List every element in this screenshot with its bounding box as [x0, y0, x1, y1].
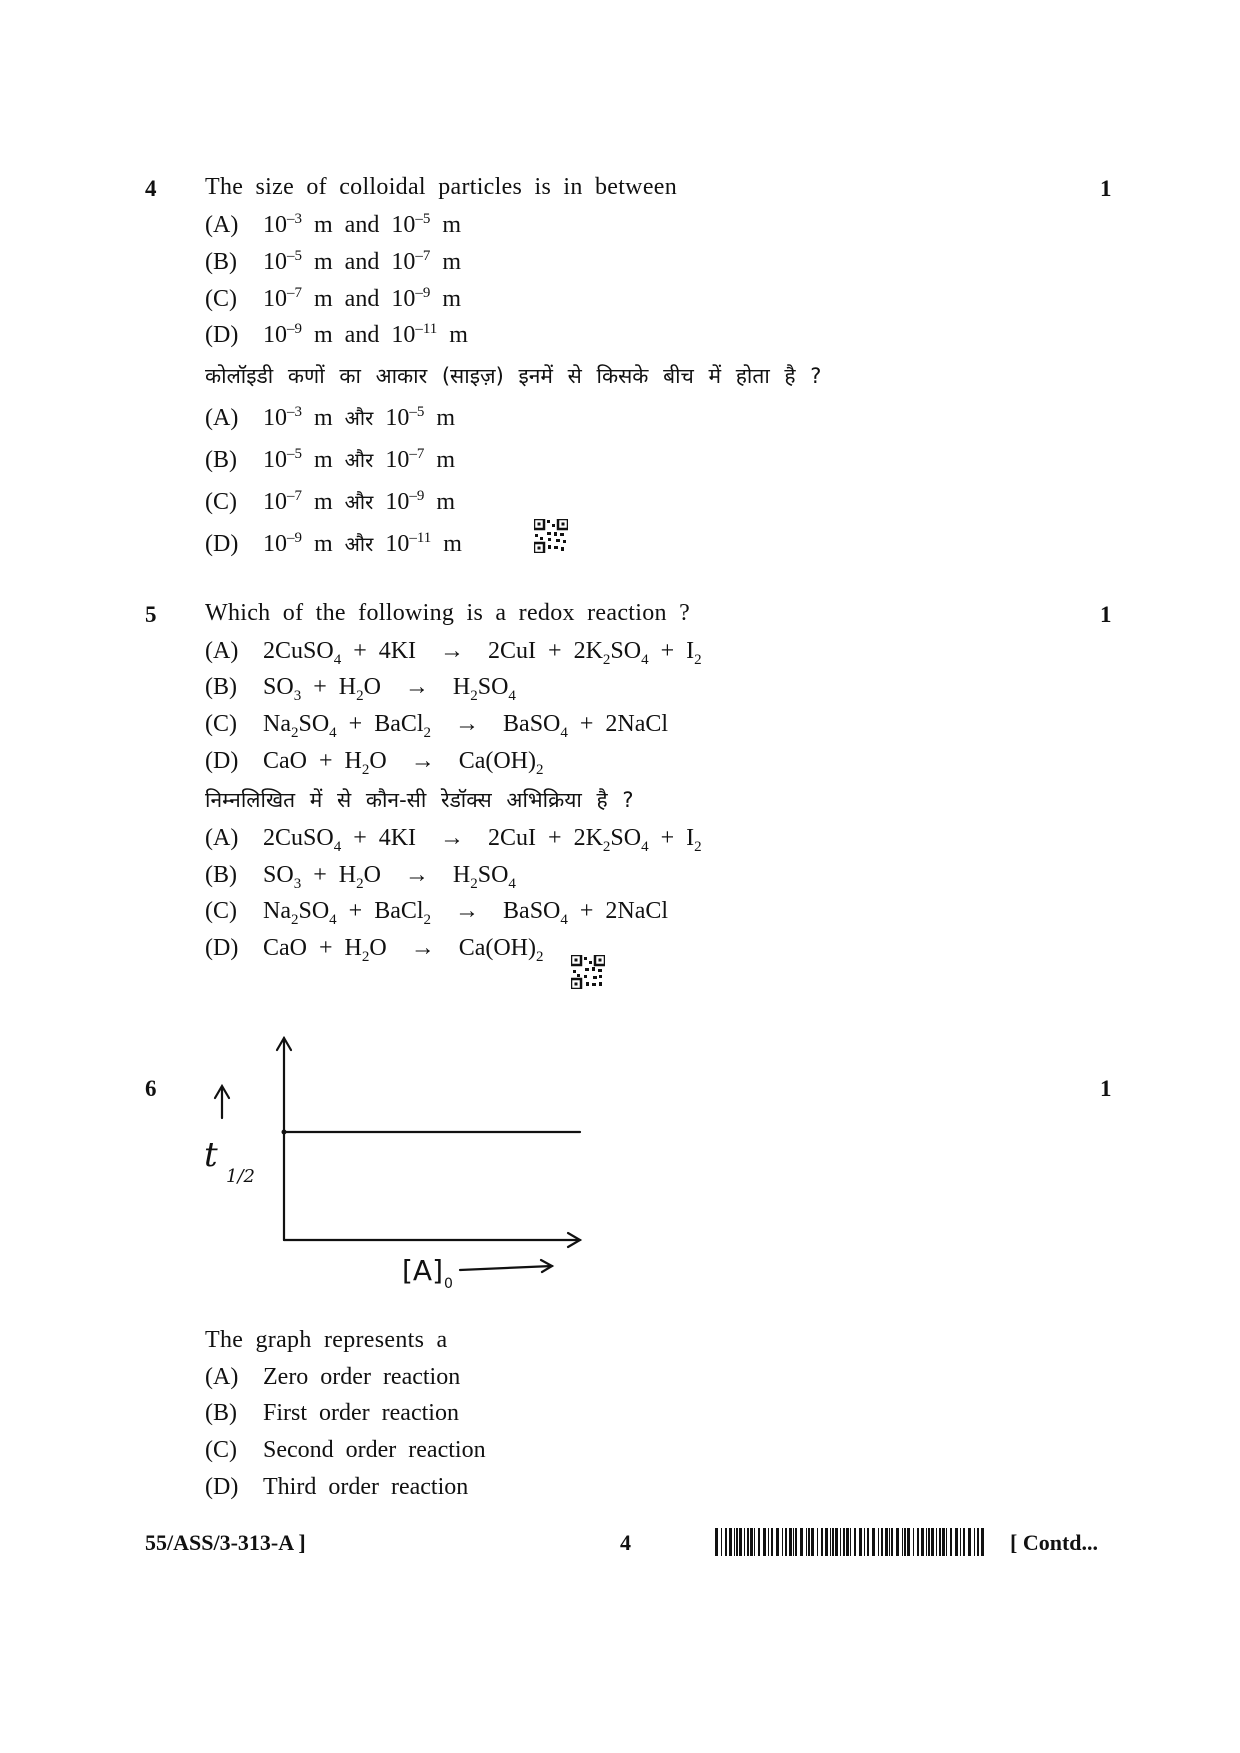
question-5-number: 5 — [145, 602, 157, 627]
q4-option-a: (A) $10^{-3}$ m and $10^{-5}$ m — [205, 211, 461, 238]
q4-option-c: (C) $10^{-7}$ m and $10^{-9}$ m — [205, 285, 461, 312]
q5-option-b-hindi: (B) $SO_3 + H_2O \to H_2SO_4$ — [205, 862, 516, 892]
q4-option-b-hindi: (B) $10^{-5}$ m और $10^{-7}$ m — [205, 446, 455, 473]
q5-option-c: (C) $Na_2SO_4$ + BaCl$_2$ → BaSO$_4$ + 2NaCl — [205, 711, 669, 741]
q6-option-b: (B) First order reaction — [205, 1400, 459, 1426]
question-4-number: 4 — [145, 176, 157, 201]
question-6-marks: 1 — [1100, 1076, 1112, 1101]
q5-option-b: (B) $SO_3 + H_2O \to H_2SO_4$ — [205, 674, 516, 704]
q6-option-d: (D) Third order reaction — [205, 1474, 469, 1500]
question-5-marks: 1 — [1100, 602, 1112, 627]
half-life-graph — [180, 1030, 600, 1300]
q4-option-b: (B) $10^{-5}$ m and $10^{-7}$ m — [205, 248, 461, 275]
qr-code-icon — [571, 955, 605, 989]
q6-option-a: (A) Zero order reaction — [205, 1364, 461, 1390]
question-4-text: The size of colloidal particles is in between — [205, 174, 678, 200]
q4-option-a-hindi: (A) $10^{-3}$ m और $10^{-5}$ m — [205, 404, 455, 431]
q4-option-d-hindi: (D) $10^{-9}$ m और $10^{-11}$ m — [205, 530, 462, 557]
paper-code: 55/ASS/3-313-A ] — [145, 1530, 306, 1555]
barcode-icon — [715, 1528, 987, 1556]
continued-label: [ Contd... — [1010, 1530, 1099, 1555]
q4-option-c-hindi: (C) $10^{-7}$ m और $10^{-9}$ m — [205, 488, 455, 515]
question-4-text-hindi: कोलॉइडी कणों का आकार (साइज़) इनमें से किसके बीच में होता है ? — [205, 364, 822, 388]
question-5-text: Which of the following is a redox reaction ? — [205, 600, 691, 626]
y-axis-label: t — [204, 1135, 218, 1175]
question-6-number: 6 — [145, 1076, 157, 1101]
page-number: 4 — [620, 1530, 631, 1555]
q5-option-a-hindi: (A) 2CuSO$_4$ + $4KI \to 2CuI + 2K_2SO_4 + I_2$ — [205, 825, 702, 855]
qr-code-icon — [534, 519, 568, 553]
q5-option-a: (A) 2CuSO$_4$ + $4KI \to 2CuI + 2K_2SO_4 + I_2$ — [205, 638, 702, 668]
q5-option-d: (D) CaO + $H_2O \to Ca(OH)_2$ — [205, 748, 544, 778]
x-label-arrow — [460, 1266, 552, 1270]
x-axis-label: [A] — [402, 1254, 444, 1287]
q5-option-c-hindi: (C) $Na_2SO_4$ + BaCl$_2$ → BaSO$_4$ + 2NaCl — [205, 898, 669, 928]
q6-option-c: (C) Second order reaction — [205, 1437, 486, 1463]
y-axis-label-subscript: 1/2 — [226, 1166, 255, 1187]
x-axis-label-subscript: 0 — [444, 1276, 453, 1292]
question-6-text: The graph represents a — [205, 1327, 448, 1353]
q5-option-d-hindi: (D) CaO + $H_2O \to Ca(OH)_2$ — [205, 935, 544, 965]
q4-option-d: (D) $10^{-9}$ m and $10^{-11}$ m — [205, 321, 468, 348]
question-5-text-hindi: निम्नलिखित में से कौन-सी रेडॉक्स अभिक्रिया है ? — [205, 788, 634, 812]
question-4-marks: 1 — [1100, 176, 1112, 201]
half-life-line-start-dot — [282, 1130, 287, 1135]
